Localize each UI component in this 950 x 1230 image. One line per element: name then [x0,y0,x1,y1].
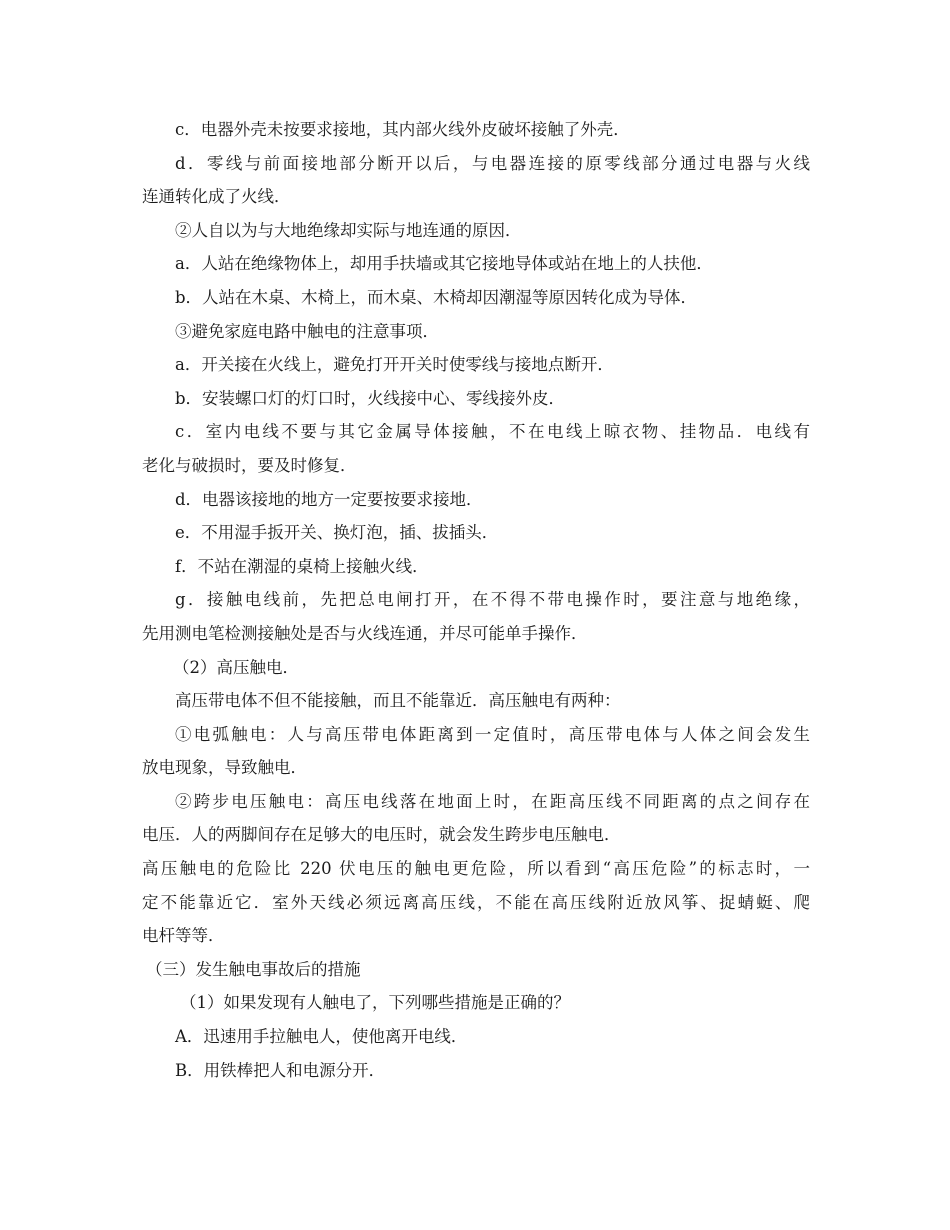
paragraph-line: c．室内电线不要与其它金属导体接触，不在电线上晾衣物、挂物品．电线有 [175,422,810,442]
answer-option: A．迅速用手拉触电人，使他离开电线． [175,1027,468,1047]
paragraph-line: 先用测电笔检测接触处是否与火线连通，并尽可能单手操作． [142,623,588,643]
paragraph-line: b．人站在木桌、木椅上，而木桌、木椅却因潮湿等原因转化成为导体． [175,287,698,307]
paragraph-line: b．安装螺口灯的灯口时，火线接中心、零线接外皮． [175,388,566,408]
paragraph-line: 电压．人的两脚间存在足够大的电压时，就会发生跨步电压触电． [142,825,621,845]
paragraph-line: g．接触电线前，先把总电闸打开，在不得不带电操作时，要注意与地绝缘， [175,590,810,610]
question-line: （1）如果发现有人触电了，下列哪些措施是正确的？ [180,993,570,1013]
section-heading: ③避免家庭电路中触电的注意事项． [175,321,439,341]
paragraph-line: ②跨步电压触电：高压电线落在地面上时，在距高压线不同距离的点之间存在 [175,791,810,811]
paragraph-line: a．人站在绝缘物体上，却用手扶墙或其它接地导体或站在地上的人扶他． [175,254,713,274]
paragraph-line: a．开关接在火线上，避免打开开关时使零线与接地点断开． [175,355,614,375]
paragraph-line: d．零线与前面接地部分断开以后，与电器连接的原零线部分通过电器与火线 [175,153,810,173]
paragraph-line: 定不能靠近它．室外天线必须远离高压线，不能在高压线附近放风筝、捉蜻蜓、爬 [142,892,810,912]
paragraph-line: 老化与破损时，要及时修复． [142,455,357,475]
section-heading: （三）发生触电事故后的措施 [146,959,361,979]
paragraph-line: e．不用湿手扳开关、换灯泡，插、拔插头． [175,523,499,543]
section-heading: ②人自以为与大地绝缘却实际与地连通的原因． [175,220,522,240]
paragraph-line: d．电器该接地的地方一定要按要求接地． [175,489,483,509]
document-body [142,113,810,1087]
paragraph-line: 放电现象，导致触电． [142,758,307,778]
paragraph-line: f．不站在潮湿的桌椅上接触火线． [175,556,429,576]
paragraph-line: 高压带电体不但不能接触，而且不能靠近．高压触电有两种： [175,691,621,711]
answer-option: B．用铁棒把人和电源分开． [175,1060,386,1080]
paragraph-line: c．电器外壳未按要求接地，其内部火线外皮破坏接触了外壳． [175,120,630,139]
paragraph-line: 电杆等等． [142,926,225,946]
section-heading: （2）高压触电． [173,657,299,677]
paragraph-line: 连通转化成了火线． [142,187,291,207]
paragraph-line: 高压触电的危险比 220 伏电压的触电更危险，所以看到“高压危险”的标志时，一 [142,859,810,879]
paragraph-line: ①电弧触电：人与高压带电体距离到一定值时，高压带电体与人体之间会发生 [175,724,810,744]
